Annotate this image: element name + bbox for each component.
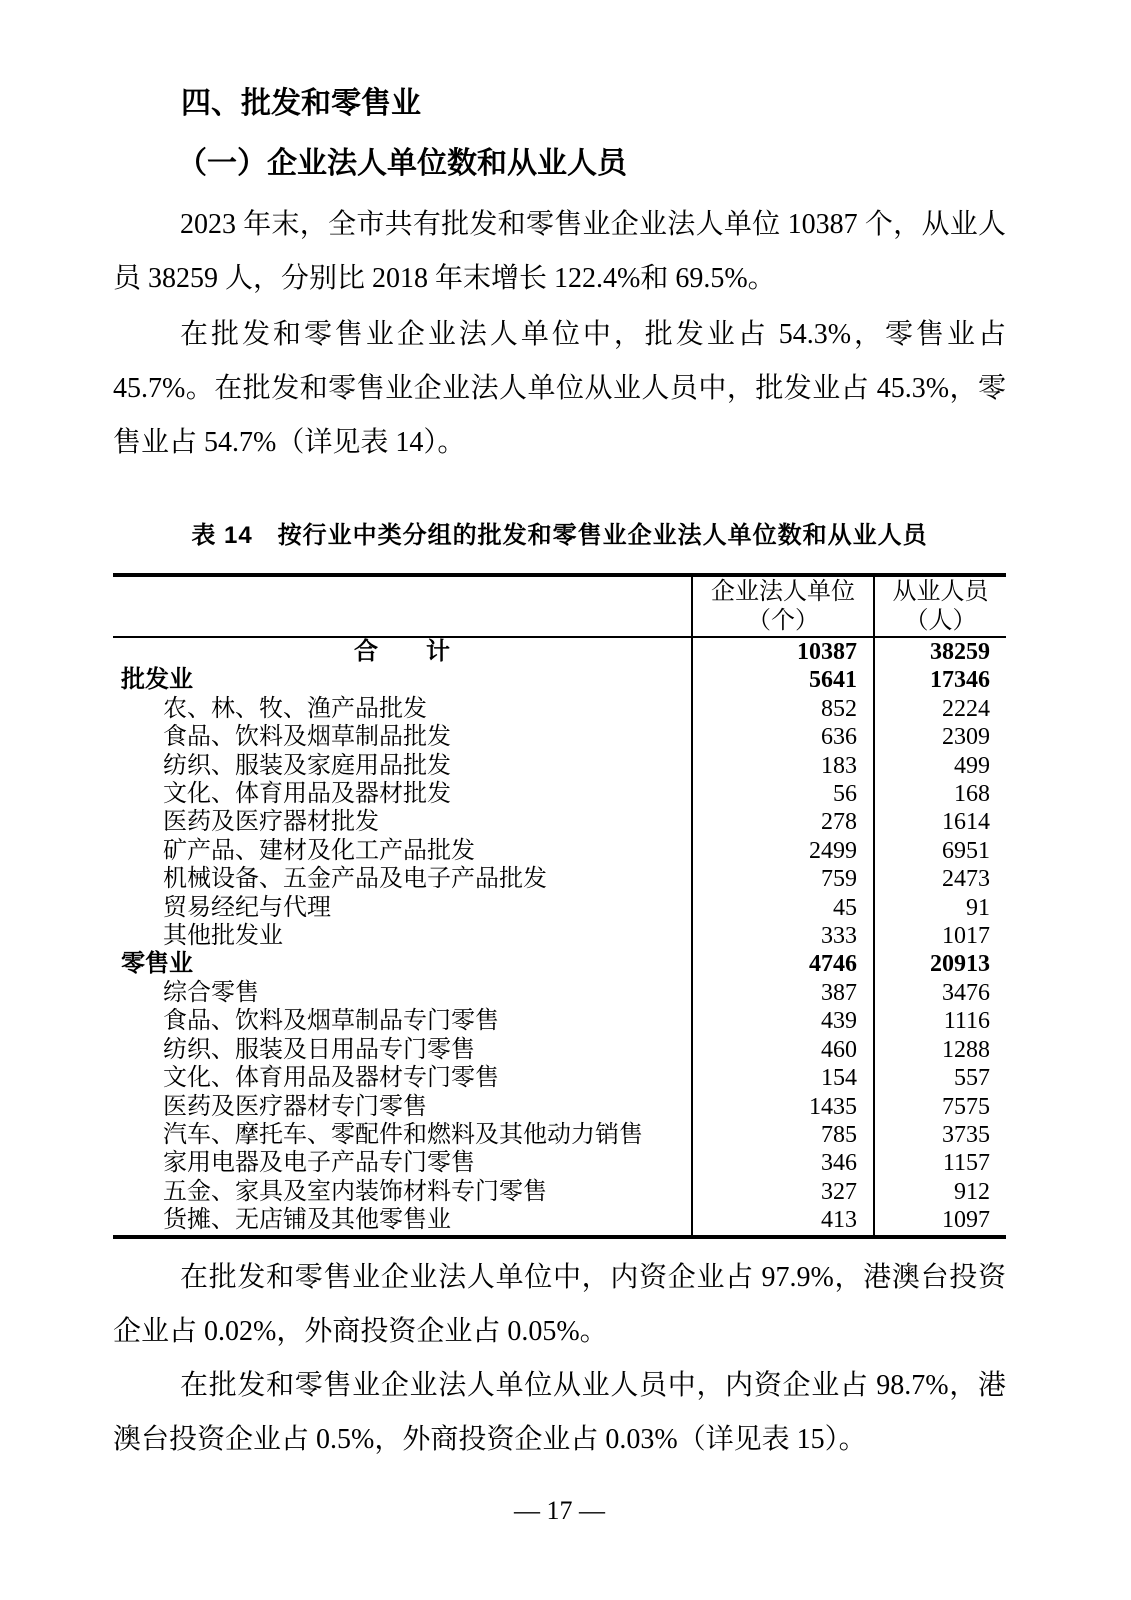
row-label: 文化、体育用品及器材批发 [163, 781, 451, 808]
row-units-value: 4746 [692, 950, 874, 978]
table-row [113, 1178, 1006, 1206]
table-row [113, 1036, 1006, 1064]
header-legal-units [692, 575, 874, 637]
row-persons-value: 91 [874, 894, 1006, 922]
row-persons-value: 912 [874, 1178, 1006, 1206]
table-row [113, 922, 1006, 950]
row-persons-value: 2473 [874, 865, 1006, 893]
row-persons-value: 20913 [874, 950, 1006, 978]
page-number: — 17 — [514, 1495, 605, 1525]
header-employees-line1: 从业人员 [892, 578, 989, 605]
row-units-value: 413 [692, 1206, 874, 1236]
table-body [113, 637, 1006, 1237]
paragraph-wholesale-retail-share: 在批发和零售业企业法人单位中，批发业占 54.3%，零售业占 45.7%。在批发和零售业企业法人单位从业人员中，批发业占 45.3%，零售业占 54.7%（详见表 14）。 [113, 319, 1006, 458]
row-label: 家用电器及电子产品专门零售 [163, 1150, 475, 1177]
row-persons-value: 557 [874, 1064, 1006, 1092]
table-row [113, 637, 1006, 666]
row-label: 批发业 [121, 667, 193, 694]
row-label: 贸易经纪与代理 [163, 894, 331, 921]
row-label: 农、林、牧、渔产品批发 [163, 695, 427, 722]
row-label: 五金、家具及室内装饰材料专门零售 [163, 1178, 547, 1205]
row-persons-value: 6951 [874, 837, 1006, 865]
row-units-value: 1435 [692, 1093, 874, 1121]
row-units-value: 387 [692, 979, 874, 1007]
header-category-blank [113, 575, 692, 637]
row-units-value: 460 [692, 1036, 874, 1064]
row-label: 医药及医疗器材批发 [163, 809, 379, 836]
row-label: 纺织、服装及日用品专门零售 [163, 1036, 475, 1063]
row-label: 纺织、服装及家庭用品批发 [163, 752, 451, 779]
row-units-value: 636 [692, 723, 874, 751]
row-persons-value: 38259 [874, 637, 1006, 666]
row-units-value: 183 [692, 752, 874, 780]
header-legal-units-line1: 企业法人单位 [711, 578, 855, 605]
row-persons-value: 1157 [874, 1149, 1006, 1177]
table-14 [113, 573, 1006, 1239]
row-label: 医药及医疗器材专门零售 [163, 1093, 427, 1120]
row-units-value: 759 [692, 865, 874, 893]
row-persons-value: 1097 [874, 1206, 1006, 1236]
section-heading: 四、批发和零售业 [181, 87, 421, 120]
table-row [113, 752, 1006, 780]
row-persons-value: 1116 [874, 1007, 1006, 1035]
row-persons-value: 17346 [874, 666, 1006, 694]
header-legal-units-line2: （个） [747, 607, 819, 634]
table-row [113, 1064, 1006, 1092]
row-units-value: 56 [692, 780, 874, 808]
row-label: 合 计 [354, 639, 450, 665]
table-row [113, 1093, 1006, 1121]
paragraph-employees-ownership: 在批发和零售业企业法人单位从业人员中，内资企业占 98.7%，港澳台投资企业占 0.5%，外商投资企业占 0.03%（详见表 15）。 [113, 1369, 1006, 1455]
row-label: 零售业 [121, 951, 193, 978]
row-units-value: 346 [692, 1149, 874, 1177]
row-persons-value: 7575 [874, 1093, 1006, 1121]
table-row [113, 695, 1006, 723]
row-label: 其他批发业 [163, 923, 283, 950]
table-title: 表 14 按行业中类分组的批发和零售业企业法人单位数和从业人员 [191, 522, 928, 549]
row-label: 文化、体育用品及器材专门零售 [163, 1065, 499, 1092]
row-persons-value: 1017 [874, 922, 1006, 950]
table-header [113, 575, 1006, 637]
row-units-value: 2499 [692, 837, 874, 865]
table-row [113, 865, 1006, 893]
row-persons-value: 499 [874, 752, 1006, 780]
row-persons-value: 2224 [874, 695, 1006, 723]
table-row [113, 894, 1006, 922]
row-units-value: 45 [692, 894, 874, 922]
row-units-value: 278 [692, 808, 874, 836]
row-persons-value: 3476 [874, 979, 1006, 1007]
table-row [113, 837, 1006, 865]
row-persons-value: 2309 [874, 723, 1006, 751]
header-employees-line2: （人） [904, 607, 977, 634]
table-row [113, 1149, 1006, 1177]
row-label: 食品、饮料及烟草制品批发 [163, 724, 451, 751]
row-persons-value: 168 [874, 780, 1006, 808]
row-units-value: 5641 [692, 666, 874, 694]
table-row [113, 950, 1006, 978]
row-persons-value: 1288 [874, 1036, 1006, 1064]
paragraph-units-overview: 2023 年末，全市共有批发和零售业企业法人单位 10387 个，从业人员 38259 人，分别比 2018 年末增长 122.4%和 69.5%。 [113, 209, 1006, 294]
row-units-value: 10387 [692, 637, 874, 666]
row-label: 矿产品、建材及化工产品批发 [163, 837, 475, 864]
row-units-value: 327 [692, 1178, 874, 1206]
row-label: 综合零售 [163, 979, 259, 1006]
row-units-value: 439 [692, 1007, 874, 1035]
table-row [113, 1121, 1006, 1149]
table-row [113, 723, 1006, 751]
table-row [113, 1007, 1006, 1035]
table-header-row [113, 575, 1006, 637]
header-employees [874, 575, 1006, 637]
table-row [113, 979, 1006, 1007]
paragraph-units-ownership: 在批发和零售业企业法人单位中，内资企业占 97.9%，港澳台投资企业占 0.02%，外商投资企业占 0.05%。 [113, 1261, 1006, 1347]
row-label: 汽车、摩托车、零配件和燃料及其他动力销售 [163, 1121, 643, 1148]
subsection-heading: （一）企业法人单位数和从业人员 [177, 147, 627, 180]
row-persons-value: 3735 [874, 1121, 1006, 1149]
table-row [113, 808, 1006, 836]
row-persons-value: 1614 [874, 808, 1006, 836]
row-units-value: 785 [692, 1121, 874, 1149]
row-label: 机械设备、五金产品及电子产品批发 [163, 866, 547, 893]
row-units-value: 852 [692, 695, 874, 723]
table-row [113, 1206, 1006, 1236]
row-units-value: 333 [692, 922, 874, 950]
table-row [113, 666, 1006, 694]
row-label: 食品、饮料及烟草制品专门零售 [163, 1008, 499, 1035]
row-units-value: 154 [692, 1064, 874, 1092]
row-label: 货摊、无店铺及其他零售业 [163, 1207, 451, 1234]
table-row [113, 780, 1006, 808]
